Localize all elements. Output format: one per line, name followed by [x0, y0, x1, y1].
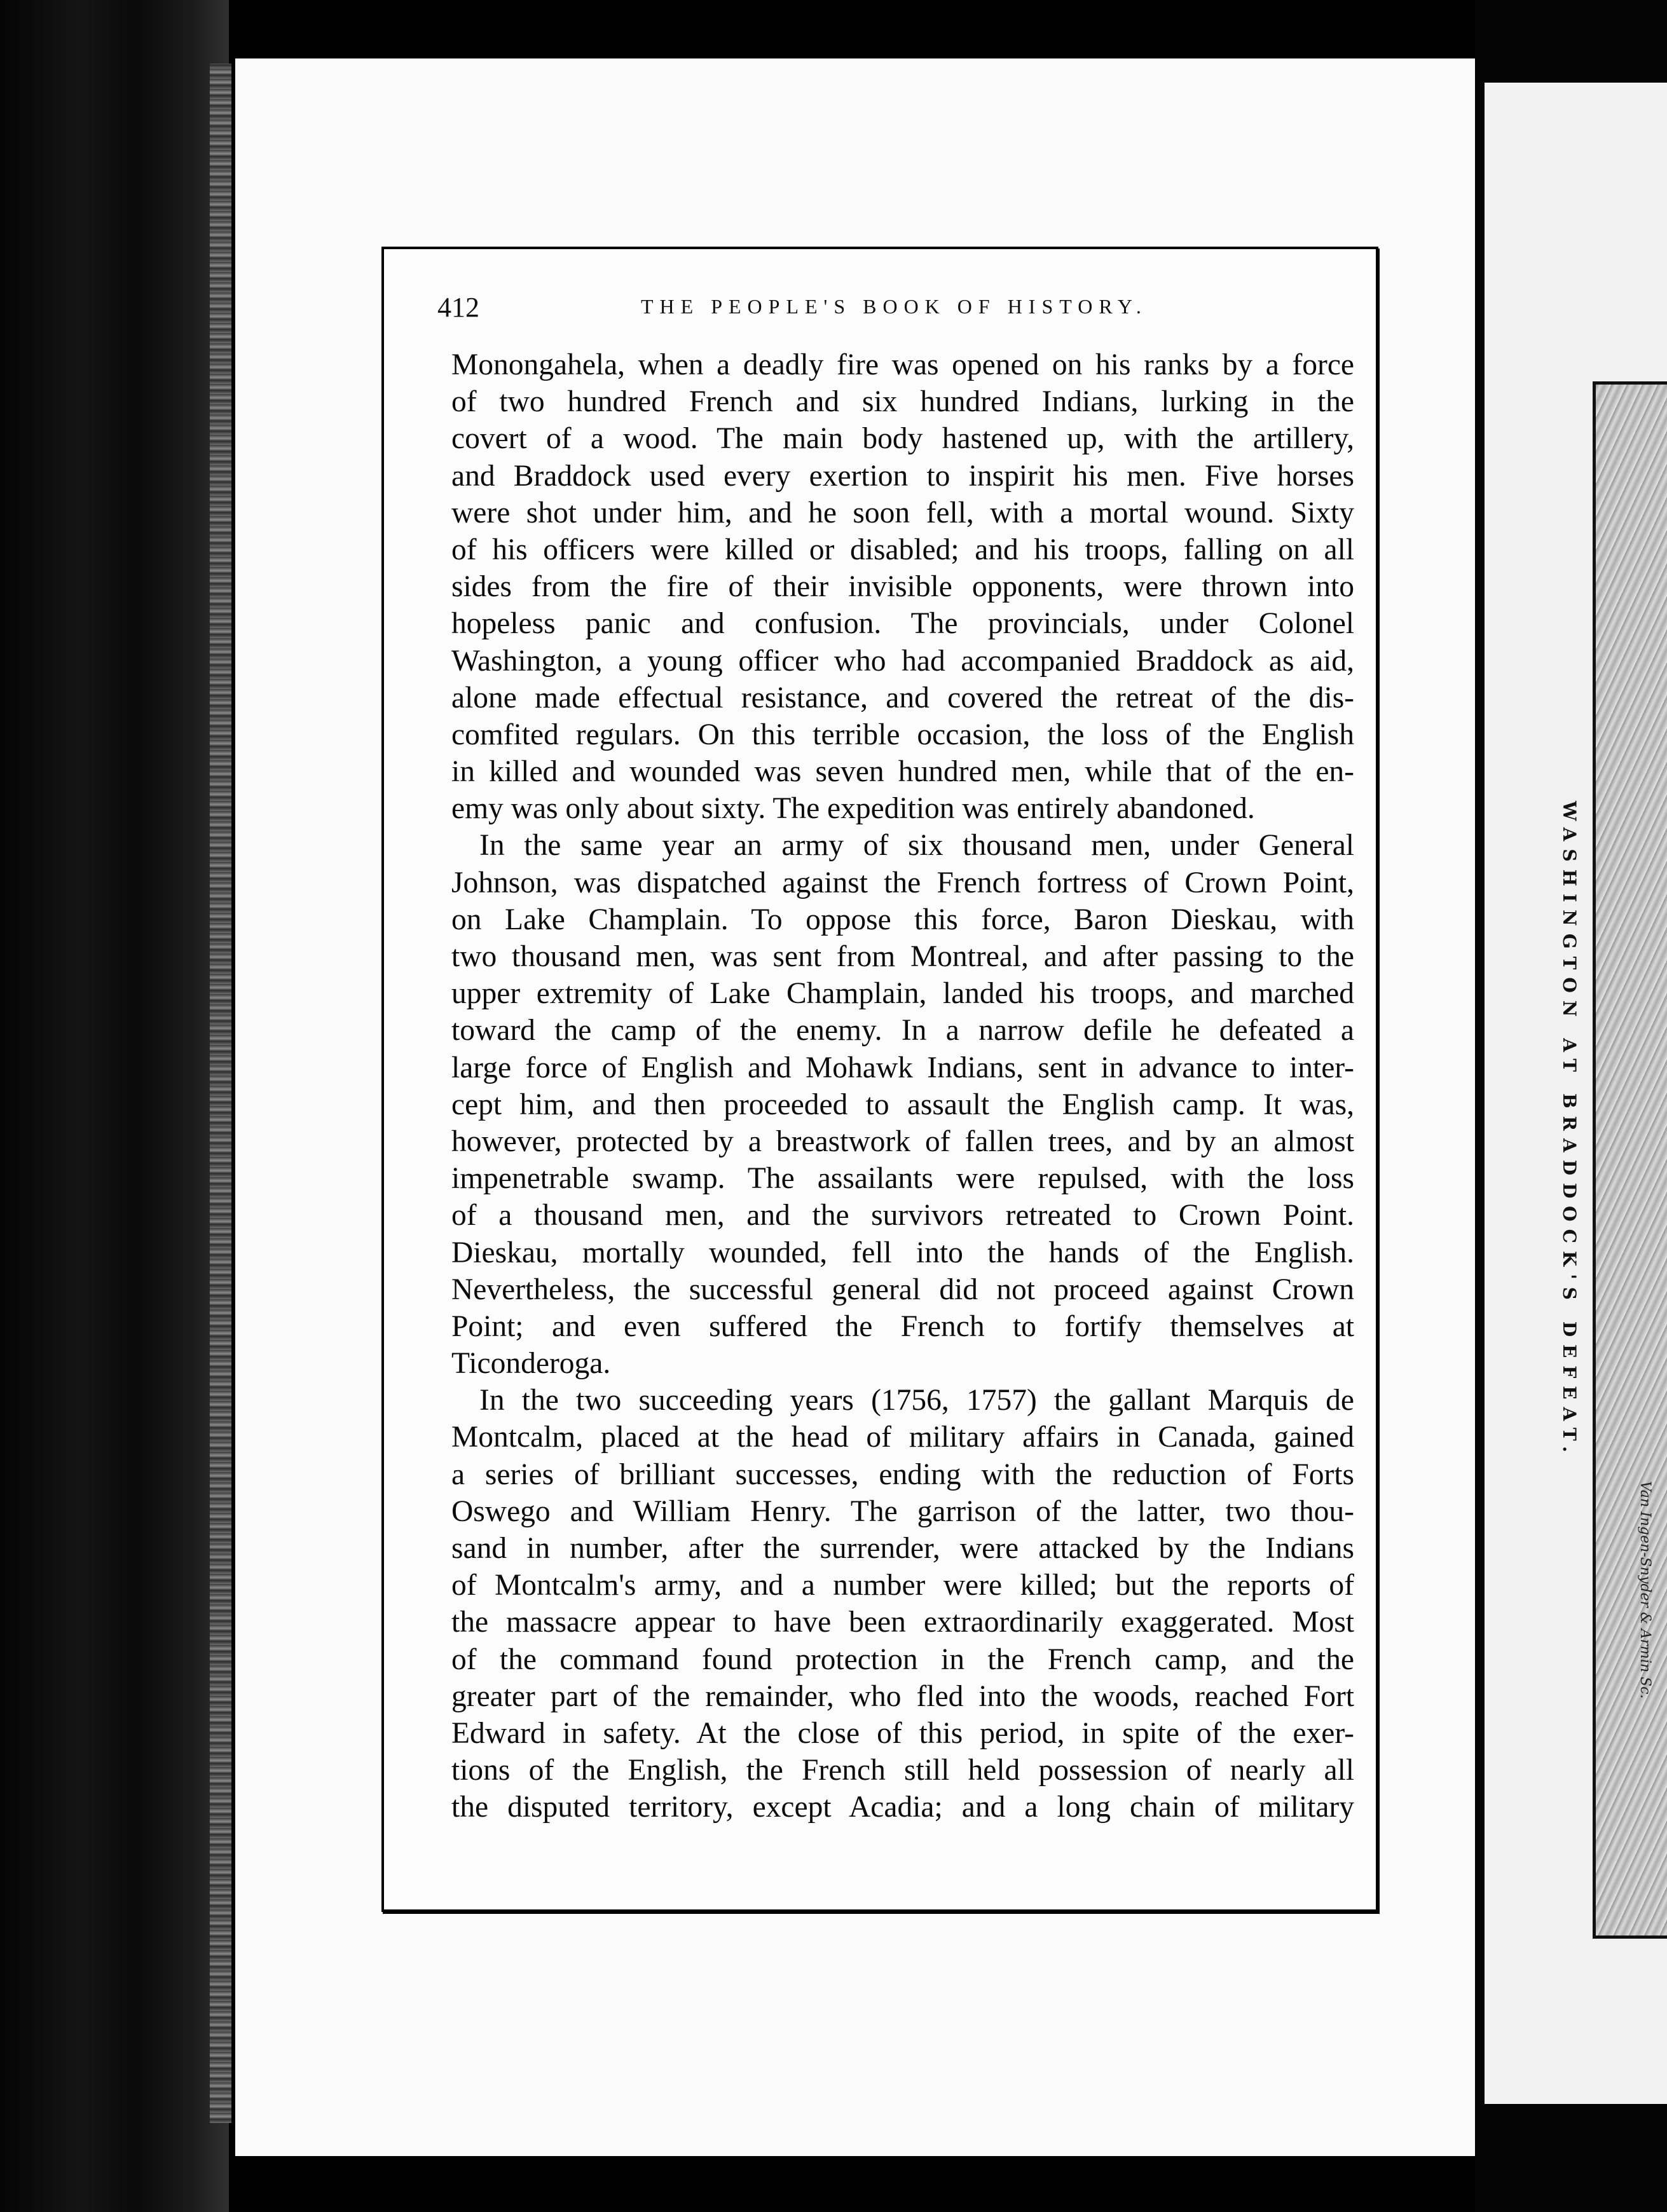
text-line: cept him, and then proceeded to assault the English camp. It was, — [451, 1088, 1354, 1121]
plate-caption: WASHINGTON AT BRADDOCK'S DEFEAT. — [1559, 801, 1580, 1460]
text-line: hopeless panic and confusion. The provincials, under Colonel — [451, 607, 1354, 641]
text-line: Oswego and William Henry. The garrison of the latter, two thou- — [451, 1494, 1354, 1528]
text-line: covert of a wood. The main body hastened up, with the artillery, — [451, 422, 1354, 456]
text-line: Edward in safety. At the close of this period, in spite of the exer- — [451, 1716, 1354, 1750]
body-text — [451, 346, 1354, 1826]
page-header-title: THE PEOPLE'S BOOK OF HISTORY. — [641, 295, 1148, 318]
text-line: of his officers were killed or disabled; and his troops, falling on all — [451, 533, 1354, 566]
text-line: of Montcalm's army, and a number were killed; but the reports of — [451, 1569, 1354, 1602]
text-line: Point; and even suffered the French to fortify themselves at — [451, 1309, 1354, 1343]
text-line: in killed and wounded was seven hundred men, while that of the en- — [451, 755, 1354, 789]
text-line: a series of brilliant successes, ending with the reduction of Forts — [451, 1458, 1354, 1491]
text-line: toward the camp of the enemy. In a narrow defile he defeated a — [451, 1014, 1354, 1048]
text-line: tions of the English, the French still held possession of nearly all — [451, 1754, 1354, 1787]
text-line: alone made effectual resistance, and covered the retreat of the dis- — [451, 681, 1354, 714]
text-line: the disputed territory, except Acadia; and a long chain of military — [451, 1791, 1354, 1824]
text-line: Ticonderoga. — [451, 1347, 611, 1381]
text-line: Johnson, was dispatched against the French fortress of Crown Point, — [451, 866, 1354, 899]
text-line: Monongahela, when a deadly fire was opened on his ranks by a force — [451, 348, 1354, 381]
page-number: 412 — [437, 292, 479, 323]
text-line: greater part of the remainder, who fled into the woods, reached Fort — [451, 1679, 1354, 1713]
running-head — [437, 291, 1340, 336]
book-edge — [0, 0, 229, 2212]
page-edges — [210, 64, 231, 2123]
text-line: of the command found protection in the French camp, and the — [451, 1642, 1354, 1676]
text-line: large force of English and Mohawk Indians, sent in advance to inter- — [451, 1051, 1354, 1084]
text-line: and Braddock used every exertion to inspirit his men. Five horses — [451, 459, 1354, 493]
text-line: impenetrable swamp. The assailants were repulsed, with the loss — [451, 1162, 1354, 1196]
text-line: on Lake Champlain. To oppose this force, Baron Dieskau, with — [451, 903, 1354, 936]
text-line: Nevertheless, the successful general did not proceed against Crown — [451, 1273, 1354, 1306]
text-line: of a thousand men, and the survivors retreated to Crown Point. — [451, 1199, 1354, 1232]
text-line: comfited regulars. On this terrible occasion, the loss of the English — [451, 718, 1354, 751]
text-line: were shot under him, and he soon fell, with a mortal wound. Sixty — [451, 496, 1354, 529]
text-line: however, protected by a breastwork of fallen trees, and by an almost — [451, 1124, 1354, 1158]
text-line: emy was only about sixty. The expedition was entirely abandoned. — [451, 792, 1255, 826]
text-line: two thousand men, was sent from Montreal, and after passing to the — [451, 940, 1354, 973]
text-line: the massacre appear to have been extraordinarily exaggerated. Most — [451, 1606, 1354, 1639]
text-line: In the same year an army of six thousand men, under General — [479, 829, 1354, 863]
text-line: Dieskau, mortally wounded, fell into the hands of the English. — [451, 1236, 1354, 1269]
text-line: Washington, a young officer who had accompanied Braddock as aid, — [451, 644, 1354, 678]
text-line: In the two succeeding years (1756, 1757) the gallant Marquis de — [479, 1384, 1354, 1417]
text-line: upper extremity of Lake Champlain, landed his troops, and marched — [451, 977, 1354, 1011]
text-line: sand in number, after the surrender, were attacked by the Indians — [451, 1532, 1354, 1565]
text-line: Montcalm, placed at the head of military affairs in Canada, gained — [451, 1421, 1354, 1454]
text-line: sides from the fire of their invisible opponents, were thrown into — [451, 570, 1354, 604]
plate-credit: Van Ingen-Snyder & Armin Sc. — [1637, 1481, 1653, 1699]
text-line: of two hundred French and six hundred Indians, lurking in the — [451, 385, 1354, 419]
